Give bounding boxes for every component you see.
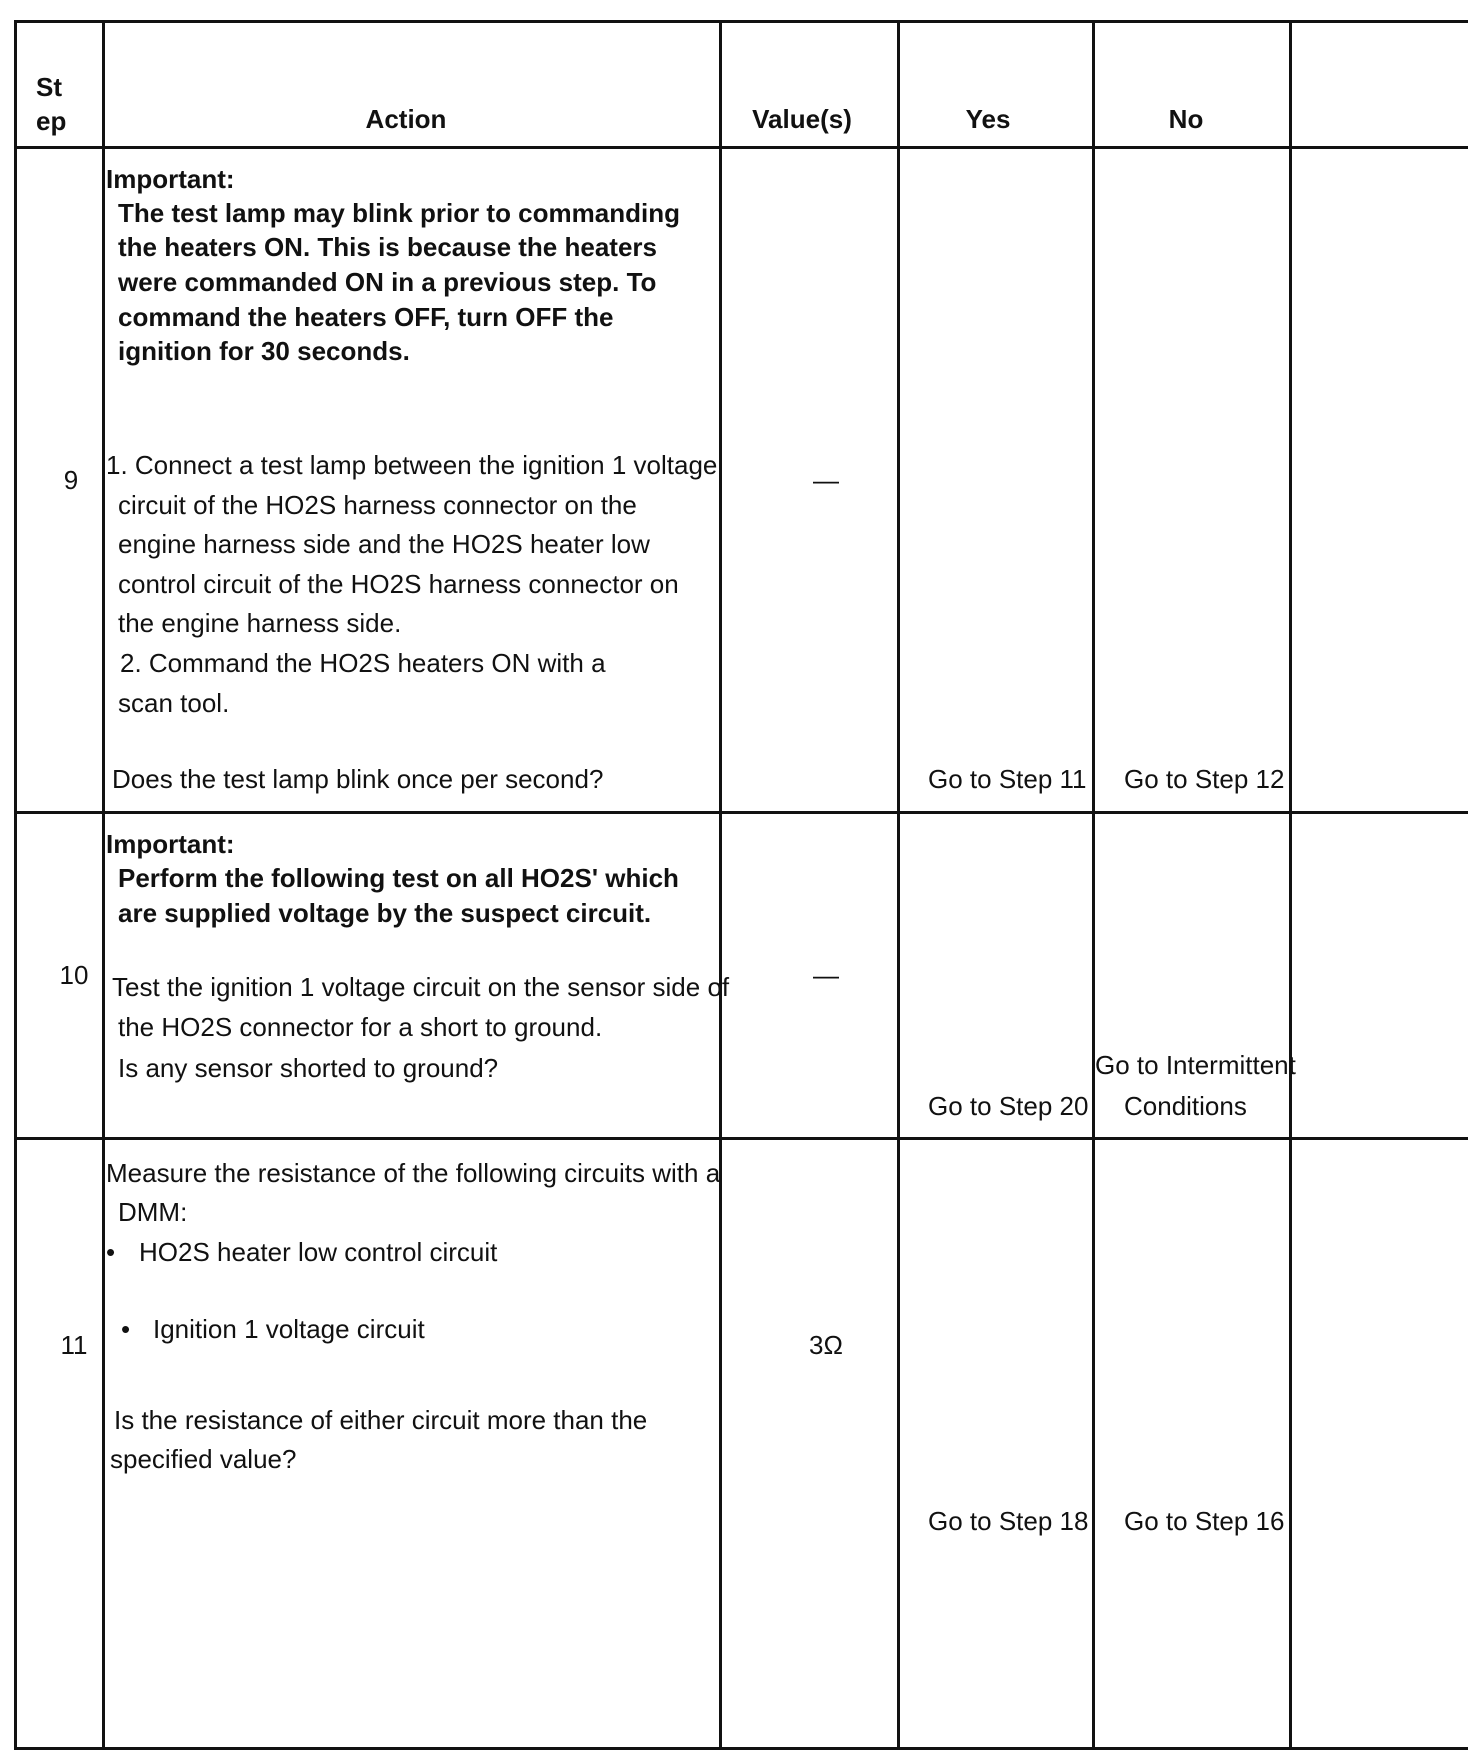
important-label: Important: (106, 164, 235, 194)
action-question: Does the test lamp blink once per second? (112, 764, 604, 794)
important-note-line: The test lamp may blink prior to commanding (118, 198, 680, 228)
no-result-line: Conditions (1124, 1091, 1247, 1121)
header-no: No (1168, 104, 1204, 134)
header-yes: Yes (965, 104, 1011, 134)
important-note-line: the heaters ON. This is because the heaters (118, 232, 657, 262)
important-note-line: command the heaters OFF, turn OFF the (118, 302, 614, 332)
action-step-line: 1. Connect a test lamp between the ignition 1 voltage (106, 450, 718, 480)
col-divider-value-yes (897, 20, 900, 1750)
action-step-line: the engine harness side. (118, 608, 402, 638)
action-question-line: Is the resistance of either circuit more than the (114, 1405, 648, 1435)
action-step-line: Measure the resistance of the following circuits with a (106, 1158, 721, 1188)
step-number-11: 11 (60, 1330, 88, 1360)
action-step-line: engine harness side and the HO2S heater low (118, 529, 650, 559)
yes-result: Go to Step 11 (928, 764, 1087, 794)
important-note-line: were commanded ON in a previous step. To (118, 267, 657, 297)
bullet-item: Ignition 1 voltage circuit (153, 1314, 425, 1344)
no-result: Go to Step 12 (1124, 764, 1285, 794)
important-note-line: are supplied voltage by the suspect circuit. (118, 898, 652, 928)
value-cell: 3Ω (809, 1330, 843, 1360)
no-result: Go to Step 16 (1124, 1506, 1285, 1536)
table-border-top (14, 20, 1468, 23)
step-number-9: 9 (63, 465, 79, 495)
bullet-icon: • (106, 1237, 116, 1267)
table-border-bottom (14, 1747, 1468, 1750)
action-question-line: specified value? (110, 1444, 297, 1474)
action-question: Is any sensor shorted to ground? (118, 1053, 499, 1083)
no-result-line: Go to Intermittent (1095, 1050, 1296, 1080)
important-note-line: Perform the following test on all HO2S' which (118, 863, 679, 893)
bullet-item: HO2S heater low control circuit (139, 1237, 498, 1267)
header-values: Value(s) (752, 104, 852, 134)
procedure-table (14, 20, 1468, 1750)
table-border-right (1289, 20, 1292, 1750)
header-step-line-1: St (36, 72, 62, 102)
action-step-line: DMM: (118, 1197, 188, 1227)
action-step-line: circuit of the HO2S harness connector on the (118, 490, 637, 520)
row-divider-10-11 (14, 1137, 1468, 1140)
important-label: Important: (106, 829, 235, 859)
row-divider-9-10 (14, 811, 1468, 814)
step-number-10: 10 (59, 960, 89, 990)
header-action: Action (365, 104, 447, 134)
table-border-left (14, 20, 17, 1750)
header-divider (14, 146, 1468, 149)
value-cell: — (813, 960, 839, 990)
action-step-line: the HO2S connector for a short to ground. (118, 1012, 603, 1042)
action-step-line: scan tool. (118, 688, 230, 718)
value-cell: — (813, 465, 839, 495)
action-step-line: Test the ignition 1 voltage circuit on the sensor side of (112, 972, 730, 1002)
action-step-line: control circuit of the HO2S harness connector on (118, 569, 679, 599)
bullet-icon: • (121, 1314, 131, 1344)
header-step-line-2: ep (36, 106, 67, 136)
col-divider-action-value (719, 20, 722, 1750)
col-divider-step-action (102, 20, 105, 1750)
yes-result: Go to Step 18 (928, 1506, 1089, 1536)
yes-result: Go to Step 20 (928, 1091, 1089, 1121)
important-note-line: ignition for 30 seconds. (118, 336, 410, 366)
action-step-line: 2. Command the HO2S heaters ON with a (120, 648, 606, 678)
col-divider-yes-no (1092, 20, 1095, 1750)
